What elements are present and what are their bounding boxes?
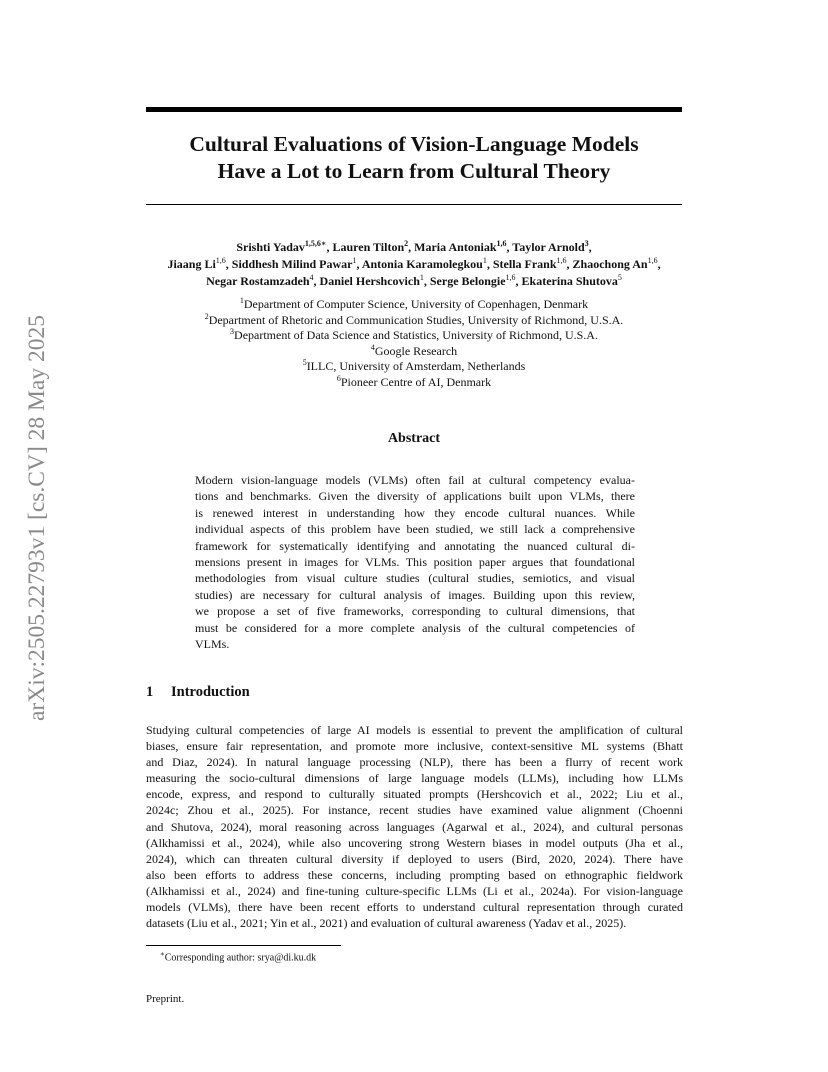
title-line: Cultural Evaluations of Vision-Language Models	[189, 132, 639, 156]
author-separator: ,	[515, 274, 522, 288]
affiliation	[120, 297, 708, 313]
affiliation-text: Pioneer Centre of AI, Denmark	[340, 374, 492, 389]
affiliation-marker: 2	[204, 311, 209, 321]
paper-title	[146, 131, 682, 185]
author-affiliation-marker: 5	[617, 273, 622, 282]
author-affiliation-marker: 1,5,6∗	[304, 239, 327, 248]
abstract-line: VLMs.	[195, 637, 230, 652]
paragraph-line: Studying cultural competencies of large AI models is essential to prevent the amplification of cultural	[146, 723, 683, 737]
paragraph-line: and Shutova, 2024), moral reasoning across languages (Agarwal et al., 2024), and cultural personas	[146, 819, 683, 834]
author-affiliation-marker: 1,6	[647, 256, 658, 265]
author-separator: ,	[657, 257, 661, 271]
author-list	[120, 239, 708, 290]
abstract-line: must be considered for a more complete analysis of the cultural competencies of	[195, 620, 635, 635]
author-line	[120, 256, 708, 273]
abstract-line: mensions present in images for VLMs. This position paper argues that foundational	[195, 555, 635, 570]
affiliation-marker: 5	[302, 358, 307, 368]
author-separator: ,	[588, 240, 592, 254]
author-line	[120, 239, 708, 256]
title-top-rule	[146, 107, 682, 112]
author-affiliation-marker: 3	[584, 239, 589, 248]
footnote-rule	[146, 945, 341, 946]
affiliation-text: Google Research	[374, 343, 458, 358]
author-name: Antonia Karamolegkou	[361, 257, 483, 271]
author-name: Serge Belongie	[429, 274, 506, 288]
abstract-heading: Abstract	[387, 431, 441, 446]
abstract-line: methodologies from visual culture studies (cultural studies, semiotics, and visual	[195, 571, 635, 586]
affiliation-text: Department of Rhetoric and Communication Studies, University of Richmond, U.S.A.	[208, 312, 624, 327]
affiliation-marker: 4	[370, 342, 375, 352]
paragraph-line: encode, express, and respond to culturally situated prompts (Hershcovich et al., 2022; Liu et al.,	[146, 787, 683, 802]
affiliation-marker: 1	[239, 296, 244, 305]
author-name: Lauren Tilton	[332, 240, 405, 254]
affiliation	[120, 328, 708, 344]
paragraph-line: measuring the socio-cultural dimensions of large language models (LLMs), including how LLMs	[146, 771, 683, 786]
paragraph-line: also been efforts to address these concerns, including prompting based on ethnographic fieldwork	[146, 867, 683, 882]
author-separator: ,	[486, 257, 493, 271]
author-separator: ,	[506, 240, 513, 254]
abstract-line: Modern vision-language models (VLMs) often fail at cultural competency evalua-	[195, 473, 635, 487]
author-name: Taylor Arnold	[512, 240, 585, 254]
paragraph-line: models (VLMs), there have been recent efforts to understand cultural representation through curated	[146, 900, 683, 915]
abstract-line: is renewed interest in understanding how they encode cultural nuances. While	[195, 505, 635, 520]
abstract-line: we propose a set of five frameworks, corresponding to cultural dimensions, that	[195, 604, 635, 619]
arxiv-identifier: arXiv:2505.22793v1 [cs.CV] 28 May 2025	[24, 315, 50, 721]
affiliation	[120, 375, 708, 391]
author-name: Daniel Hershcovich	[319, 274, 420, 288]
author-affiliation-marker: 1,6	[505, 273, 516, 282]
affiliation	[120, 344, 708, 360]
paragraph-line: biases, ensure fair representation, and promote more inclusive, context-sensitive ML systems (Bhatt	[146, 739, 683, 754]
paragraph-line: (Alkhamissi et al., 2024) and fine-tuning culture-specific LLMs (Li et al., 2024a). For vision-language	[146, 883, 683, 898]
author-line	[120, 273, 708, 290]
author-affiliation-marker: 1	[352, 256, 357, 265]
author-affiliation-marker: 1,6	[215, 256, 226, 265]
author-separator: ,	[566, 257, 573, 271]
author-name: Zhaochong An	[572, 257, 648, 271]
author-separator: ,	[313, 274, 320, 288]
section-number: 1	[146, 684, 154, 700]
author-affiliation-marker: 1	[482, 256, 487, 265]
author-affiliation-marker: 1	[419, 273, 424, 282]
affiliation-text: Department of Computer Science, University of Copenhagen, Denmark	[243, 297, 589, 311]
author-name: Ekaterina Shutova	[521, 274, 618, 288]
paragraph-line: (Alkhamissi et al., 2024), while also uncovering strong Western biases in model outputs (Jha et al.,	[146, 835, 683, 850]
author-name: Stella Frank	[492, 257, 557, 271]
footnote	[160, 950, 316, 963]
author-name: Negar Rostamzadeh	[206, 274, 310, 288]
author-affiliation-marker: 1,6	[556, 256, 567, 265]
section-title: Introduction	[171, 684, 250, 700]
author-affiliation-marker: 1,6	[496, 239, 507, 248]
title-bottom-rule	[146, 204, 682, 205]
affiliation-list	[120, 297, 708, 391]
author-separator: ,	[423, 274, 430, 288]
affiliation-marker: 6	[336, 373, 341, 383]
author-separator: ,	[225, 257, 232, 271]
author-affiliation-marker: 4	[309, 273, 314, 282]
affiliation-text: Department of Data Science and Statistics, University of Richmond, U.S.A.	[234, 328, 598, 343]
author-separator: ,	[408, 240, 415, 254]
paragraph-line: datasets (Liu et al., 2021; Yin et al., 2021) and evaluation of cultural awareness (Yadav et al., 2025).	[146, 916, 627, 931]
abstract-body	[195, 472, 635, 652]
abstract-line: tions and benchmarks. Given the diversity of applications built upon VLMs, there	[195, 489, 635, 504]
abstract-line: individual aspects of this problem have been studied, we still lack a comprehensive	[195, 522, 635, 537]
preprint-label: Preprint.	[146, 993, 185, 1005]
paragraph-line: 2024c; Zhou et al., 2025). For instance, recent studies have examined value alignment (Choenni	[146, 803, 683, 818]
affiliation	[120, 313, 708, 329]
introduction-body	[146, 722, 683, 931]
footnote-marker: ∗	[160, 950, 165, 958]
author-name: Jiaang Li	[167, 257, 216, 271]
footnote-text: Corresponding author: srya@di.ku.dk	[164, 952, 317, 964]
author-name: Siddhesh Milind Pawar	[231, 257, 353, 271]
affiliation	[120, 359, 708, 375]
paragraph-line: and Diaz, 2024). In natural language processing (NLP), there has been a flurry of recent work	[146, 755, 683, 770]
author-separator: ,	[356, 257, 362, 271]
abstract-line: framework for systematically identifying and annotating the nuanced cultural di-	[195, 538, 635, 553]
paragraph-line: 2024), which can threaten cultural diversity if deployed to users (Bird, 2020, 2024). There have	[146, 851, 683, 866]
author-name: Srishti Yadav	[236, 240, 305, 254]
author-name: Maria Antoniak	[414, 240, 497, 254]
section-heading	[146, 684, 250, 701]
author-affiliation-marker: 2	[404, 239, 409, 248]
affiliation-marker: 3	[230, 327, 235, 337]
abstract-line: studies) are necessary for cultural analysis of images. Building upon this review,	[195, 587, 635, 602]
title-line: Have a Lot to Learn from Cultural Theory	[217, 159, 611, 183]
affiliation-text: ILLC, University of Amsterdam, Netherlands	[306, 359, 526, 374]
author-separator: ,	[326, 240, 333, 254]
